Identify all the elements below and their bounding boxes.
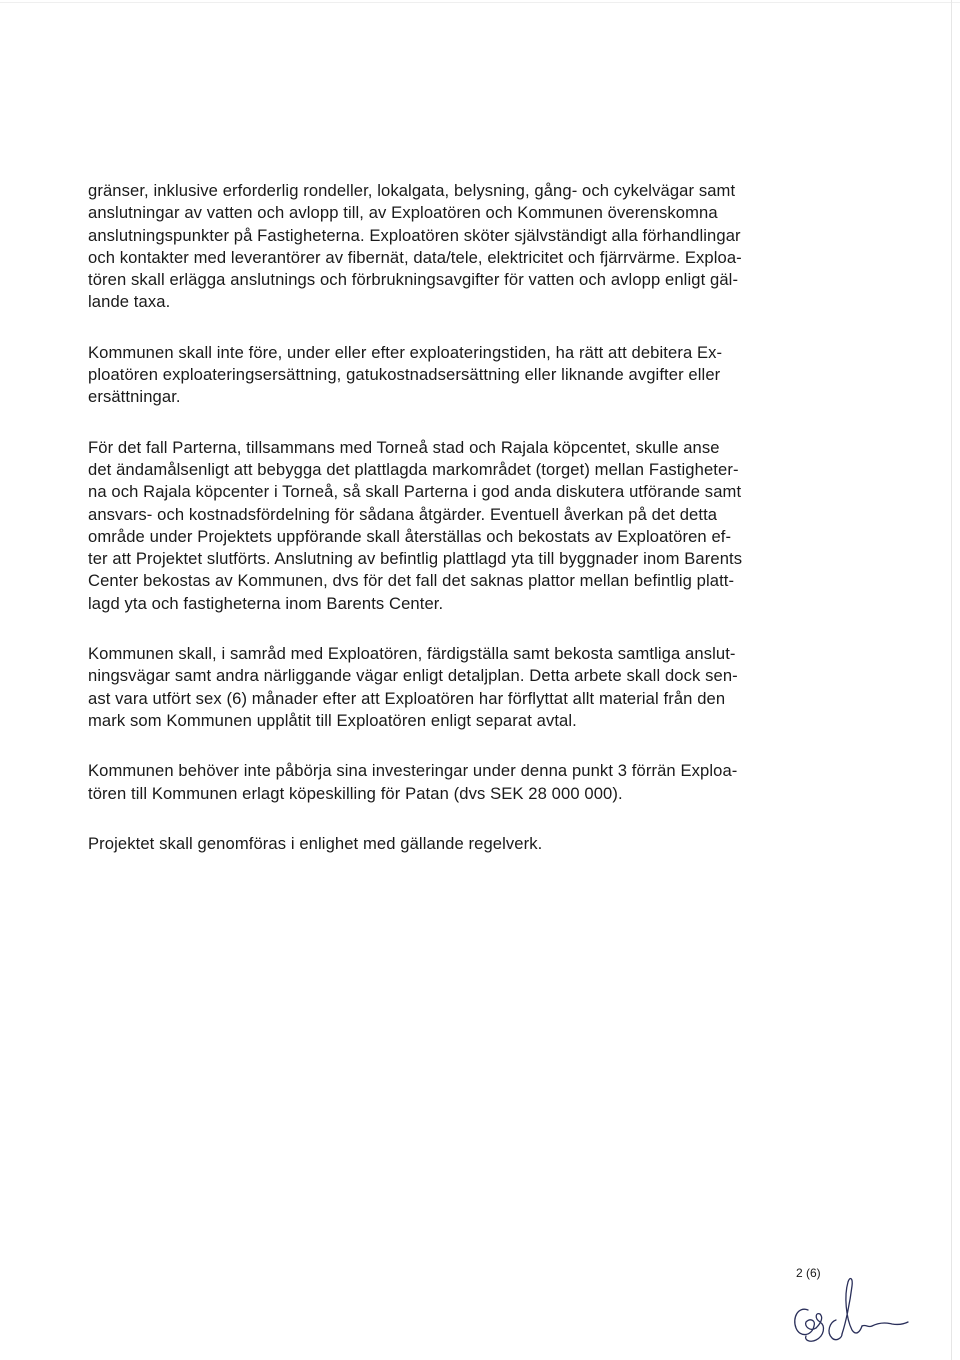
text-line: anslutningspunkter på Fastigheterna. Exploatören sköter självständigt alla förhandlingar bbox=[88, 225, 741, 245]
paragraph-regulations bbox=[88, 833, 810, 855]
text-line: Kommunen skall inte före, under eller efter exploateringstiden, ha rätt att debitera Ex- bbox=[88, 342, 723, 362]
text-line: För det fall Parterna, tillsammans med Torneå stad och Rajala köpcentet, skulle anse bbox=[88, 437, 720, 457]
paragraph-investments bbox=[88, 760, 810, 805]
text-line: ersättningar. bbox=[88, 387, 181, 407]
paragraph-connections bbox=[88, 180, 810, 314]
text-line: område under Projektets uppförande skall återställas och bekostats av Exploatören ef- bbox=[88, 526, 732, 546]
text-line: mark som Kommunen upplåtit till Exploatören enligt separat avtal. bbox=[88, 710, 577, 730]
text-line: Kommunen behöver inte påbörja sina investeringar under denna punkt 3 förrän Exploa- bbox=[88, 761, 738, 781]
text-line: tören skall erlägga anslutnings och förbrukningsavgifter för vatten och avlopp enligt gäl- bbox=[88, 270, 739, 290]
text-line: ploatören exploateringsersättning, gatukostnadsersättning eller liknande avgifter eller bbox=[88, 365, 721, 385]
text-line: ansvars- och kostnadsfördelning för sådana åtgärder. Eventuell åverkan på det detta bbox=[88, 504, 718, 524]
page-number: 2 (6) bbox=[796, 1266, 821, 1280]
scan-top-edge bbox=[0, 2, 960, 3]
text-line: na och Rajala köpcenter i Torneå, så skall Parterna i god anda diskutera utförande samt bbox=[88, 482, 742, 502]
text-line: lagd yta och fastigheterna inom Barents Center. bbox=[88, 593, 444, 613]
text-line: ter att Projektet slutförts. Anslutning av befintlig plattlagd yta till byggnader inom Barents bbox=[88, 549, 743, 569]
text-line: ast vara utfört sex (6) månader efter att Exploatören har förflyttat allt material från den bbox=[88, 688, 726, 708]
scan-right-edge bbox=[951, 0, 952, 1360]
paragraph-no-fees bbox=[88, 342, 810, 409]
paragraph-access-roads bbox=[88, 643, 810, 732]
text-line: gränser, inklusive erforderlig rondeller, lokalgata, belysning, gång- och cykelvägar samt bbox=[88, 181, 736, 200]
text-line: lande taxa. bbox=[88, 292, 171, 312]
text-line: ningsvägar samt andra närliggande vägar enligt detaljplan. Detta arbete skall dock sen- bbox=[88, 666, 738, 686]
text-line: Kommunen skall, i samråd med Exploatören, färdigställa samt bekosta samtliga anslut- bbox=[88, 644, 736, 664]
handwritten-signature-icon bbox=[780, 1262, 920, 1352]
text-line: Center bekostas av Kommunen, dvs för det fall det saknas plattor mellan befintlig platt- bbox=[88, 571, 735, 591]
text-line: Projektet skall genomföras i enlighet med gällande regelverk. bbox=[88, 833, 543, 853]
document-body bbox=[88, 180, 810, 883]
text-line: tören till Kommunen erlagt köpeskilling för Patan (dvs SEK 28 000 000). bbox=[88, 783, 623, 803]
text-line: anslutningar av vatten och avlopp till, av Exploatören och Kommunen överenskomna bbox=[88, 203, 718, 223]
paragraph-square-development bbox=[88, 437, 810, 615]
text-line: och kontakter med leverantörer av fibernät, data/tele, elektricitet och fjärrvärme. Exploa- bbox=[88, 247, 742, 267]
text-line: det ändamålsenligt att bebygga det plattlagda markområdet (torget) mellan Fastigheter- bbox=[88, 459, 739, 479]
